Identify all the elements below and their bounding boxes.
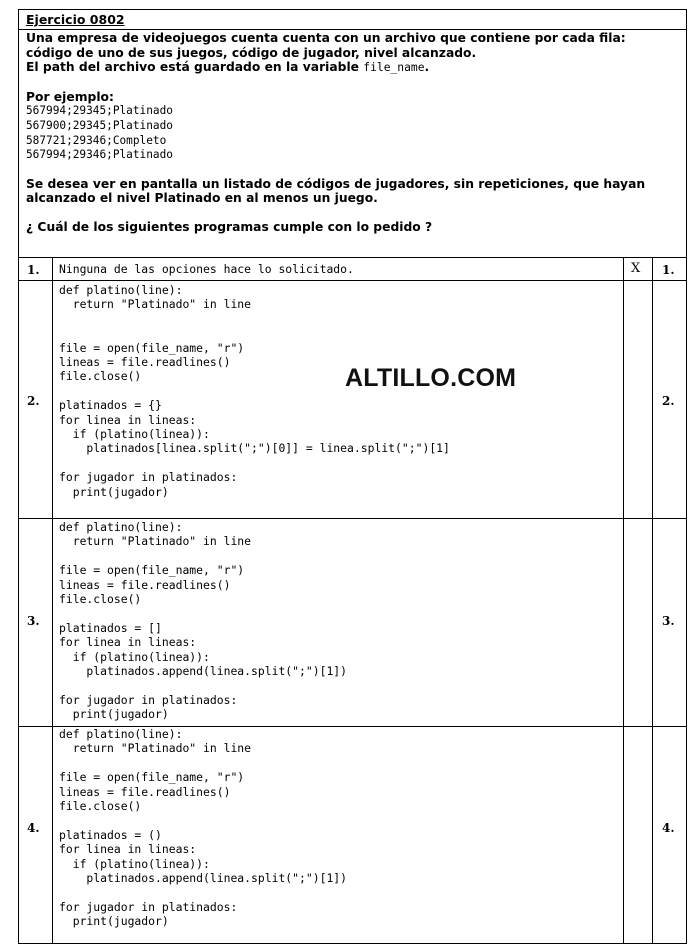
option-number-left: 4. (27, 821, 40, 835)
row-divider (19, 280, 686, 281)
exercise-title: Ejercicio 0802 (19, 10, 686, 30)
column-divider (52, 257, 53, 943)
task-description: Se desea ver en pantalla un listado de códigos de jugadores, sin repeticiones, que hayan alcanzado el nivel Platinado en al menos un juego. (26, 176, 646, 206)
statement-line: código de uno de sus juegos, código de jugador, nivel alcanzado. (26, 45, 477, 60)
path-line-suffix: . (424, 60, 430, 75)
row-divider (19, 518, 686, 519)
mark-column-header: X (631, 261, 641, 276)
option-number-left: 2. (27, 394, 40, 408)
example-line: 567900;29345;Platinado (26, 118, 173, 132)
option-number-right: 1. (662, 263, 675, 277)
watermark: ALTILLO.COM (345, 364, 517, 392)
question: ¿ Cuál de los siguientes programas cumple con lo pedido ? (26, 219, 433, 234)
option-text: Ninguna de las opciones hace lo solicitado. (59, 262, 354, 276)
option-number-right: 4. (662, 821, 675, 835)
example-line: 587721;29346;Completo (26, 133, 167, 147)
option-number-left: 3. (27, 614, 40, 628)
option-code: def platino(line): return "Platinado" in line file = open(file_name, "r") lineas = file.readlines() file.close() platinados = () for linea in lineas: if (platino(linea)): platinados.append(linea.split(";")[1]) for jugador in platinados: print(jugador) (59, 727, 348, 929)
option-number-right: 3. (662, 614, 675, 628)
option-code: def platino(line): return "Platinado" in line file = open(file_name, "r") lineas = file.readlines() file.close() platinados = [] for linea in lineas: if (platino(linea)): platinados.append(linea.split(";")[1]) for jugador in platinados: print(jugador) (59, 520, 348, 722)
column-divider (623, 257, 624, 943)
table-top-border (19, 257, 686, 258)
example-heading: Por ejemplo: (26, 89, 114, 104)
path-variable: file_name (363, 61, 425, 75)
column-divider (652, 257, 653, 943)
statement-line: Una empresa de videojuegos cuenta cuenta con un archivo que contiene por cada fila: (26, 31, 626, 45)
path-line (26, 60, 682, 76)
option-number-left: 1. (27, 263, 40, 277)
option-number-right: 2. (662, 394, 675, 408)
example-line: 567994;29345;Platinado (26, 104, 173, 118)
path-line-prefix: El path del archivo está guardado en la variable (26, 60, 364, 75)
example-line: 567994;29346;Platinado (26, 148, 173, 162)
exercise-statement (26, 31, 682, 235)
exercise-sheet (18, 9, 687, 944)
option-code: def platino(line): return "Platinado" in line file = open(file_name, "r") lineas = file.readlines() file.close() platinados = {} for linea in lineas: if (platino(linea)): platinados[linea.split(";")[0]] = linea.split(";")[1] for jugador in platinados: print(jugador) (59, 283, 450, 499)
